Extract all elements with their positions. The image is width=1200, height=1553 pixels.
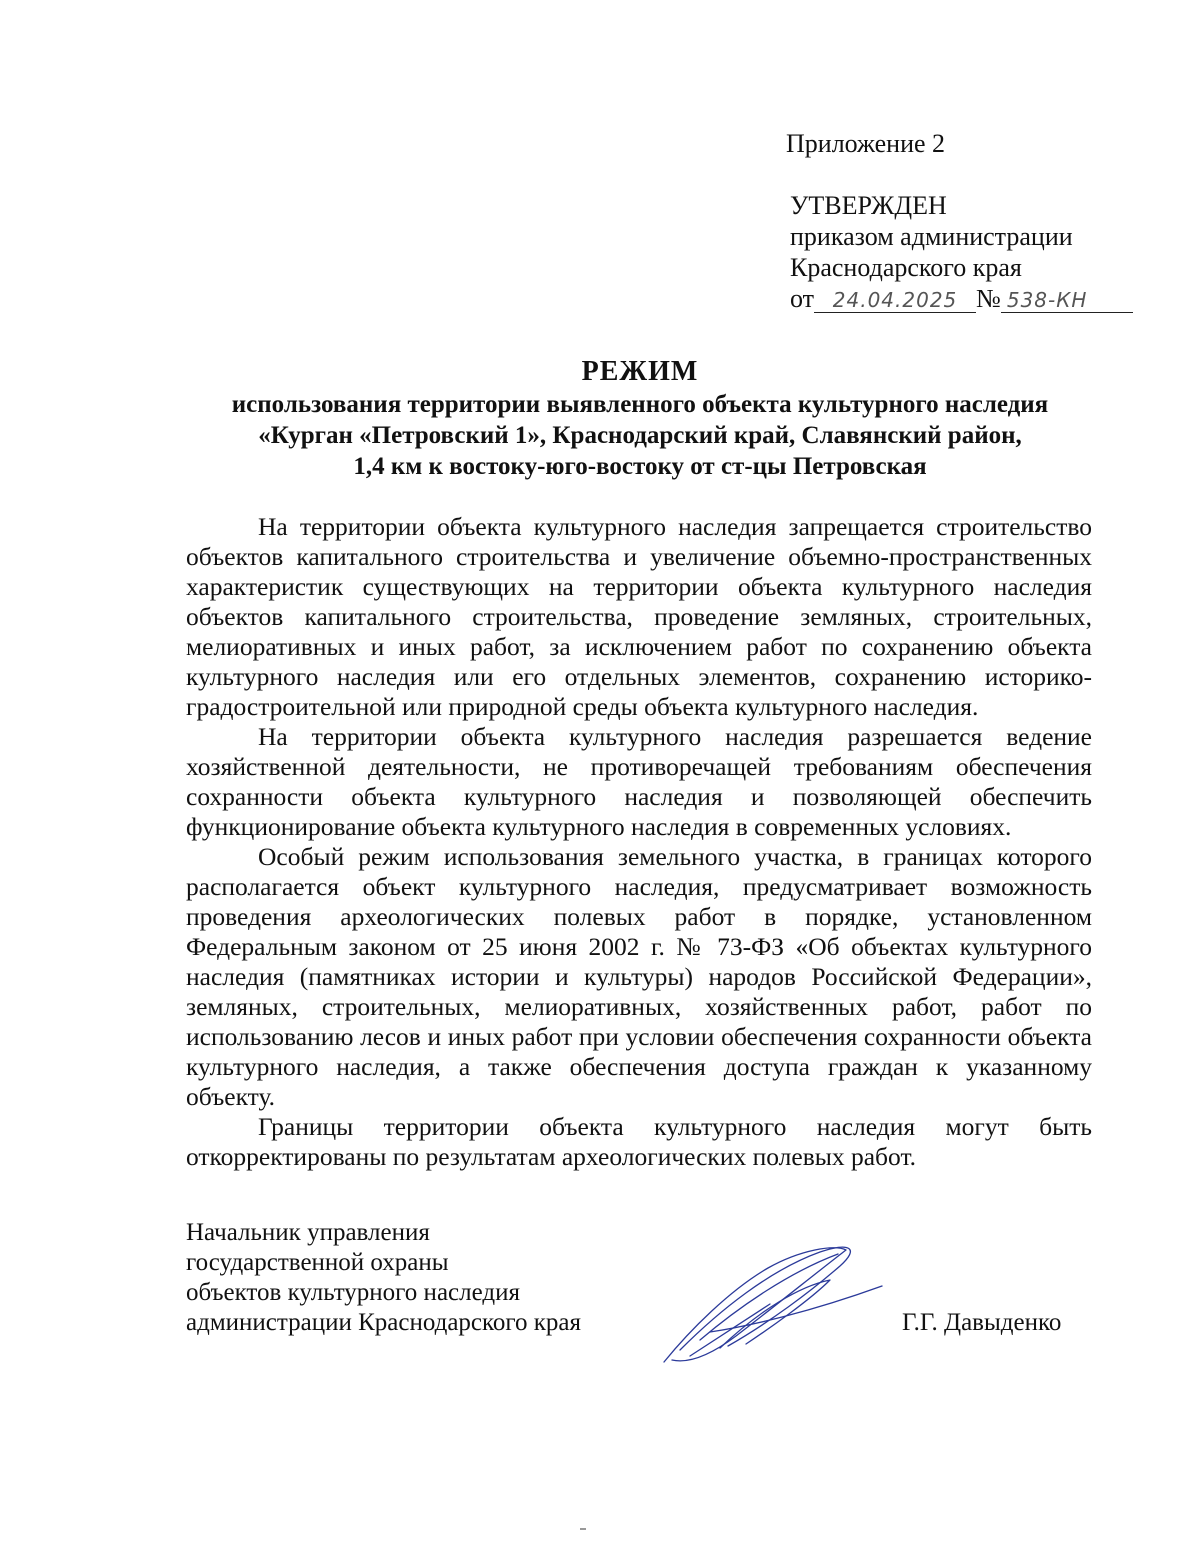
order-date-number [790,283,1133,314]
scan-speck [580,1528,586,1530]
document-body [186,512,1092,1172]
paragraph-prohibitions: На территории объекта культурного наследия запрещается строительство объектов капитального строительства и увеличение объемно-пространственных характеристик существующих на территории объекта культурного наследия объектов капитального строительства, проведение земляных, строительных, мелиоративных и иных работ, за исключением работ по сохранению объекта культурного наследия или его отдельных элементов, сохранению историко-градостроительной или природной среды объекта культурного наследия. [186,512,1092,721]
order-label: приказом администрации [790,222,1073,251]
signatory-line-1: Начальник управления [186,1219,430,1246]
from-label: от [790,284,815,313]
handwritten-number: 538-КН [1001,288,1133,313]
paragraph-special-regime: Особый режим использования земельного участка, в границах которого располагается объект культурного наследия, предусматривает возможность проведения археологических полевых работ в порядке, установленном Федеральным законом от 25 июня 2002 г. № 73-ФЗ «Об объектах культурного наследия (памятниках истории и культуры) народов Российской Федерации», земляных, строительных, мелиоративных, хозяйственных работ, работ по использованию лесов и иных работ при условии обеспечения сохранности объекта культурного наследия, а также обеспечения доступа граждан к указанному объекту. [186,842,1092,1111]
title-line-3: 1,4 км к востоку-юго-востоку от ст-цы Петровская [353,453,927,480]
title-line-1: использования территории выявленного объекта культурного наследия [231,391,1049,418]
signatory-line-3: объектов культурного наследия [186,1279,520,1306]
title-main: РЕЖИМ [581,356,699,387]
approved-label: УТВЕРЖДЕН [790,191,947,220]
signatory-position [186,1218,581,1338]
signatory-line-4: администрации Краснодарского края [186,1309,582,1336]
signatory-name: Г.Г. Давыденко [902,1309,1062,1336]
paragraph-boundaries: Границы территории объекта культурного наследия могут быть откорректированы по результатам археологических полевых работ. [186,1112,1092,1171]
appendix-label: Приложение 2 [786,129,946,158]
number-label: № [976,284,1001,313]
handwritten-date: 24.04.2025 [814,288,976,313]
handwritten-signature [650,1240,890,1370]
approval-stamp-block [786,128,1133,314]
region-label: Краснодарского края [790,253,1022,282]
title-line-2: «Курган «Петровский 1», Краснодарский край, Славянский район, [258,422,1022,449]
document-title [180,355,1100,482]
signatory-line-2: государственной охраны [186,1249,449,1276]
paragraph-permissions: На территории объекта культурного наследия разрешается ведение хозяйственной деятельности, не противоречащей требованиям обеспечения сохранности объекта культурного наследия и позволяющей обеспечить функционирование объекта культурного наследия в современных условиях. [186,722,1092,841]
